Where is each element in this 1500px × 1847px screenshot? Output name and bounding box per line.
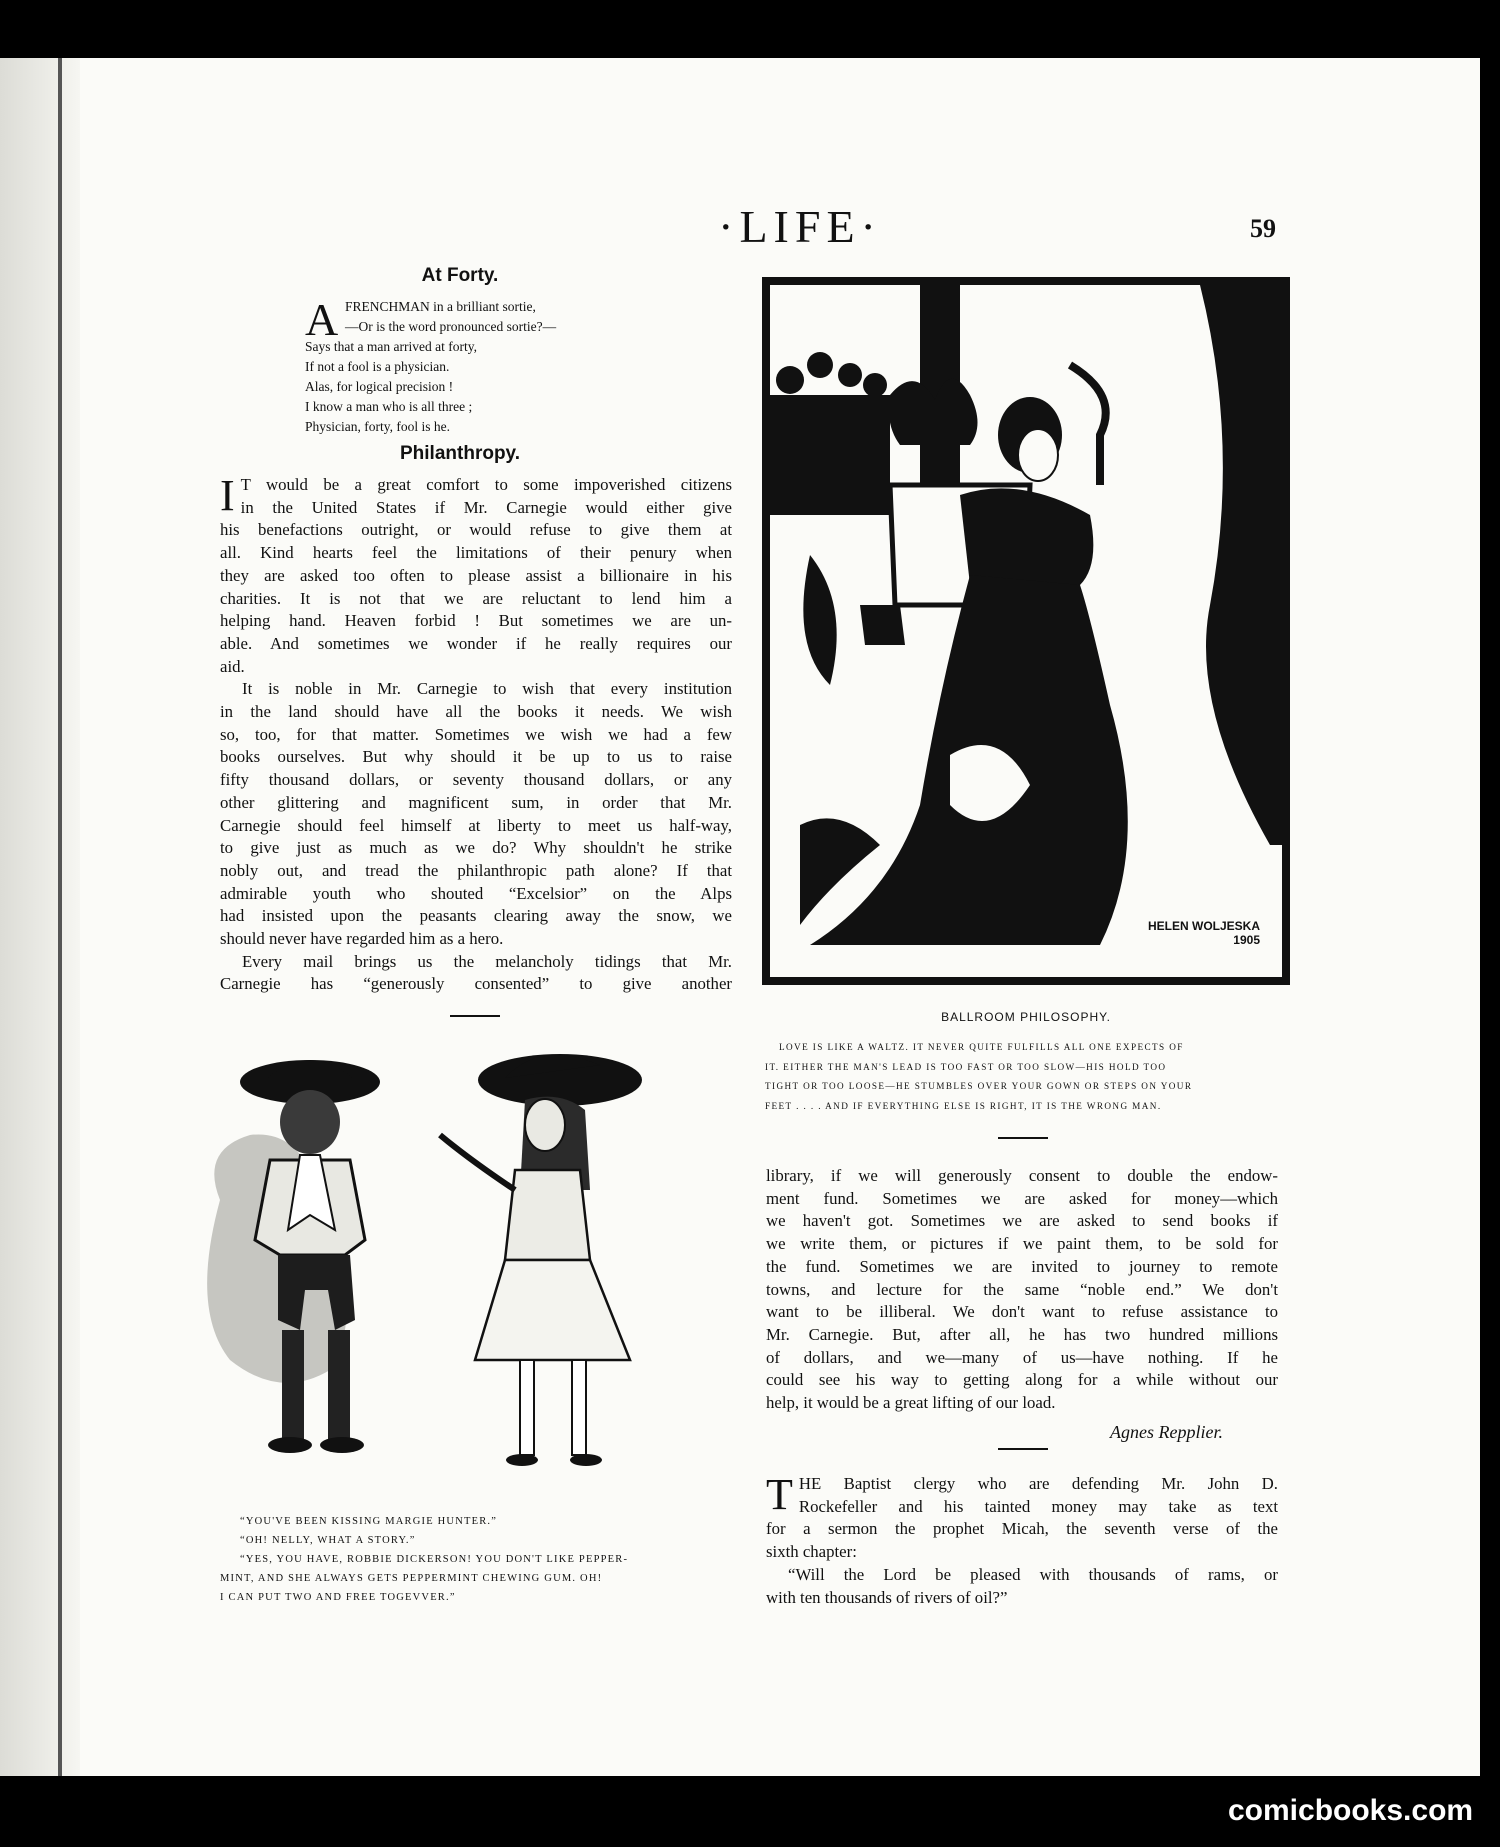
text-line: so, too, for that matter. Sometimes we wish we had a few — [220, 724, 732, 744]
at-forty-poem — [305, 294, 625, 437]
caption-line: “YOU'VE BEEN KISSING MARGIE HUNTER.” — [240, 1516, 498, 1527]
girl-shoe — [506, 1454, 538, 1466]
poem-line: I know a man who is all three ; — [305, 399, 473, 414]
text-line: other glittering and magnificent sum, in order that Mr. — [220, 792, 732, 812]
philanthropy-heading: Philanthropy. — [400, 443, 520, 464]
text-line: aid. — [220, 656, 245, 676]
curtain-right — [1200, 285, 1282, 845]
girl-leg — [572, 1360, 586, 1455]
text-line: charities. It is not that we are reluctant to lend him a — [220, 588, 732, 608]
book-spine — [0, 58, 80, 1776]
text-line: “Will the Lord be pleased with thousands of rams, or — [788, 1564, 1278, 1584]
girl-face — [525, 1099, 565, 1151]
poem-line: If not a fool is a physician. — [305, 359, 450, 374]
girl-arm — [440, 1135, 515, 1190]
text-line: library, if we will generously consent to double the endow- — [766, 1166, 1278, 1185]
text-line: Rockefeller and his tainted money may take as text — [798, 1496, 1278, 1516]
caption-line: IT. EITHER THE MAN'S LEAD IS TOO FAST OR TOO SLOW—HIS HOLD TOO — [765, 1061, 1167, 1072]
poem-line: Alas, for logical precision ! — [305, 379, 454, 394]
signature-year: 1905 — [1233, 933, 1260, 947]
artist-signature — [1148, 919, 1260, 947]
caption-line: LOVE IS LIKE A WALTZ. IT NEVER QUITE FULFILLS ALL ONE EXPECTS OF — [779, 1042, 1184, 1052]
kids-caption — [220, 1512, 740, 1607]
text-line: books ourselves. But why should it be up to us to raise — [220, 747, 732, 767]
caption-line: MINT, AND SHE ALWAYS GETS PEPPERMINT CHEWING GUM. OH! — [220, 1573, 603, 1584]
text-line: with ten thousands of rivers of oil?” — [766, 1587, 1008, 1607]
text-line: able. And sometimes we wonder if he really requires our — [220, 633, 732, 653]
philanthropy-column-1 — [220, 471, 732, 996]
drop-cap: A — [305, 294, 339, 345]
divider — [998, 1448, 1048, 1450]
crowd — [770, 352, 890, 515]
caption-line: TIGHT OR TOO LOOSE—HE STUMBLES OVER YOUR GOWN OR STEPS ON YOUR — [765, 1081, 1193, 1091]
text-line: we write them, or pictures if we paint them, to be sold for — [766, 1234, 1278, 1254]
gutter-edge — [58, 58, 62, 1776]
ballroom-title: BALLROOM PHILOSOPHY. — [941, 1010, 1111, 1024]
text-line: could see his way to getting along for a while without our — [766, 1370, 1278, 1390]
drop-cap: T — [766, 1470, 793, 1519]
text-line: towns, and lecture for the same “noble end.” We don't — [766, 1279, 1278, 1299]
poem-line: Says that a man arrived at forty, — [305, 339, 477, 354]
text-line: of dollars, and we—many of us—have nothing. If he — [766, 1347, 1278, 1367]
ballroom-illustration — [762, 277, 1290, 985]
girl-skirt — [475, 1260, 630, 1360]
boy-leg — [328, 1330, 350, 1440]
text-line: ment fund. Sometimes we are asked for money—which — [766, 1188, 1278, 1208]
text-line: his benefactions outright, or would refuse to give them at — [220, 520, 732, 540]
divider — [450, 1015, 500, 1017]
text-line: Carnegie has “generously consented” to give another — [220, 974, 732, 994]
text-line: for a sermon the prophet Micah, the seventh verse of the — [766, 1519, 1278, 1539]
caption-line: “YES, YOU HAVE, ROBBIE DICKERSON! YOU DON'T LIKE PEPPER- — [240, 1554, 629, 1565]
text-line: sixth chapter: — [766, 1542, 857, 1562]
chair — [860, 605, 905, 645]
text-line: we haven't got. Sometimes we are asked to send books if — [766, 1211, 1278, 1231]
text-line: want to be illiberal. We don't want to refuse assistance to — [766, 1302, 1278, 1322]
drop-cap: I — [220, 471, 235, 520]
text-line: in the land should have all the books it needs. We wish — [220, 702, 732, 722]
masthead-title: ·LIFE· — [718, 201, 882, 252]
text-line: fifty thousand dollars, or seventy thousand dollars, or any — [220, 770, 732, 790]
caption-line: FEET . . . . AND IF EVERYTHING ELSE IS RIGHT, IT IS THE WRONG MAN. — [765, 1100, 1162, 1111]
text-line: nobly out, and tread the philanthropic path alone? If that — [220, 860, 732, 880]
text-line: Carnegie should feel himself at liberty to meet us half-way, — [220, 815, 732, 835]
ballroom-drawing — [770, 285, 1282, 977]
boy-shoe — [268, 1437, 312, 1453]
text-line: help, it would be a great lifting of our load. — [766, 1393, 1056, 1413]
drape-left — [803, 555, 836, 685]
text-line: Mr. Carnegie. But, after all, he has two hundred millions — [766, 1324, 1278, 1344]
text-line: all. Kind hearts feel the limitations of their penury when — [220, 543, 732, 563]
text-line: Every mail brings us the melancholy tidings that Mr. — [242, 951, 732, 971]
girl-shoe — [570, 1454, 602, 1466]
signature-name: HELEN WOLJESKA — [1147, 919, 1260, 933]
girl-leg — [520, 1360, 534, 1455]
girl-dress-top — [505, 1170, 590, 1260]
page-number: 59 — [1250, 214, 1276, 243]
boy-face — [280, 1090, 340, 1154]
text-line: had insisted upon the peasants clearing away the snow, we — [220, 906, 732, 926]
text-line: the fund. Sometimes we are invited to journey to remote — [766, 1256, 1278, 1276]
caption-line: I CAN PUT TWO AND FREE TOGEVVER.” — [220, 1592, 456, 1603]
site-watermark: comicbooks.com — [1228, 1794, 1474, 1827]
at-forty-heading: At Forty. — [421, 265, 499, 286]
boy-leg — [282, 1330, 304, 1440]
author-byline: Agnes Repplier. — [1110, 1422, 1223, 1442]
text-line: T would be a great comfort to some impoverished citizens — [240, 475, 732, 494]
text-line: in the United States if Mr. Carnegie would either give — [240, 497, 732, 517]
text-line: to give just as much as we do? Why shouldn't he strike — [220, 838, 732, 858]
text-line: they are asked too often to please assist a billionaire in his — [220, 565, 732, 585]
boy-shoe — [320, 1437, 364, 1453]
kids-illustration — [160, 1040, 750, 1500]
divider — [998, 1137, 1048, 1139]
text-line: should never have regarded him as a hero. — [220, 929, 504, 949]
text-line: helping hand. Heaven forbid ! But sometimes we are un- — [220, 611, 732, 631]
text-line: HE Baptist clergy who are defending Mr. John D. — [798, 1474, 1278, 1493]
caption-line: “OH! NELLY, WHAT A STORY.” — [240, 1535, 416, 1546]
poem-line: Physician, forty, fool is he. — [305, 419, 450, 434]
poem-line: —Or is the word pronounced sortie?— — [345, 319, 557, 334]
philanthropy-column-2 — [766, 1165, 1278, 1415]
ballroom-caption — [765, 1038, 1285, 1116]
lady-bodice — [960, 488, 1093, 585]
baptist-paragraph — [766, 1470, 1278, 1609]
text-line: It is noble in Mr. Carnegie to wish that every institution — [242, 679, 732, 699]
lady-face — [1018, 429, 1058, 481]
text-line: admirable youth who shouted “Excelsior” on the Alps — [220, 883, 732, 903]
curtain-swag — [1070, 365, 1106, 485]
poem-line: FRENCHMAN in a brilliant sortie, — [345, 299, 536, 314]
